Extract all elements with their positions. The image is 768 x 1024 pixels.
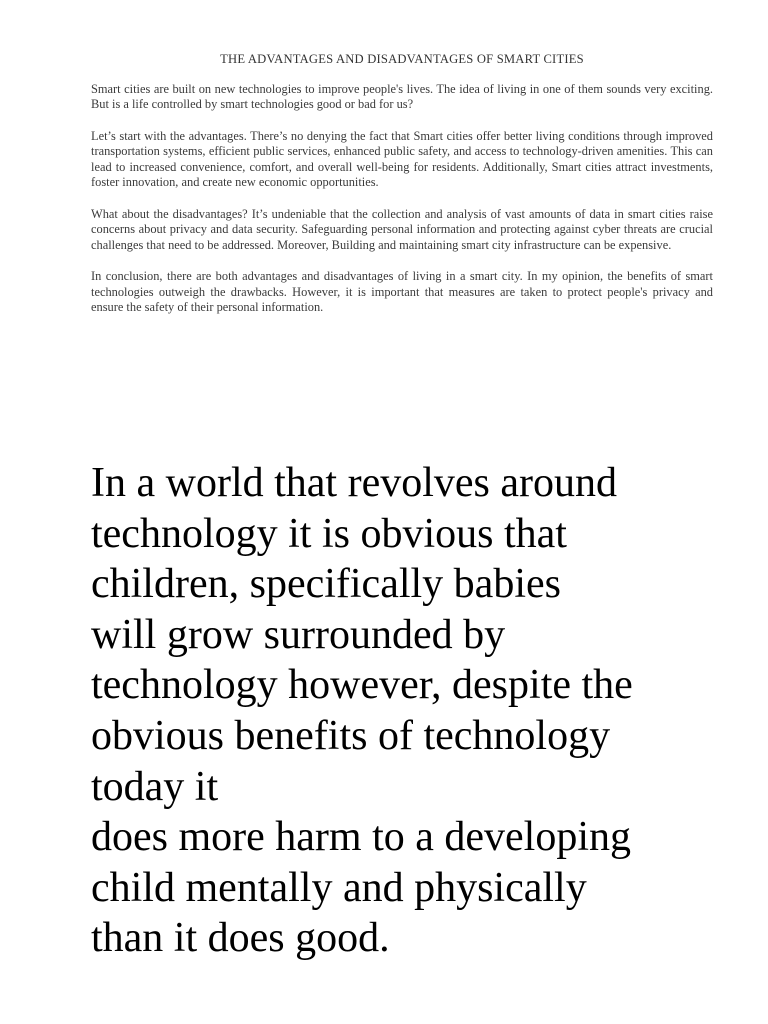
- essay-section: [91, 52, 713, 332]
- large-text-line: technology however, despite the: [91, 662, 633, 709]
- large-text-line: does more harm to a developing: [91, 814, 632, 861]
- essay-title: THE ADVANTAGES AND DISADVANTAGES OF SMART CITIES: [220, 52, 584, 66]
- large-text-line: In a world that revolves around: [91, 460, 618, 506]
- large-text-line: will grow surrounded by: [91, 611, 506, 658]
- large-text-line: obvious benefits of technology: [91, 712, 611, 759]
- large-text-line: child mentally and physically: [91, 864, 587, 911]
- large-text-line: today it: [91, 763, 219, 810]
- essay-paragraph-disadvantages: What about the disadvantages? It’s undeniable that the collection and analysis of vast amounts of data in smart cities raise concerns about privacy and data security. Safeguarding personal information and protecting against cyber threats are crucial challenges that need to be addressed. Moreover, Building and maintaining smart city infrastructure can be expensive.: [91, 206, 713, 252]
- large-text-line: than it does good.: [91, 915, 390, 962]
- essay-paragraph-intro: Smart cities are built on new technologies to improve people's lives. The idea of living in one of them sounds very exciting. But is a life controlled by smart technologies good or bad for us?: [91, 81, 713, 111]
- large-text-line: technology it is obvious that: [91, 510, 567, 557]
- large-text-line: children, specifically babies: [91, 561, 561, 608]
- large-text-block: [91, 458, 751, 964]
- essay-paragraph-advantages: Let’s start with the advantages. There’s no denying the fact that Smart cities offer better living conditions through improved transportation systems, efficient public services, enhanced public safety, and access to technology-driven amenities. This can lead to increased convenience, comfort, and overall well-being for residents. Additionally, Smart cities attract investments, foster innovation, and create new economic opportunities.: [91, 128, 713, 189]
- essay-paragraph-conclusion: In conclusion, there are both advantages and disadvantages of living in a smart city. In my opinion, the benefits of smart technologies outweigh the drawbacks. However, it is important that measures are taken to protect people's privacy and ensure the safety of their personal information.: [91, 269, 713, 314]
